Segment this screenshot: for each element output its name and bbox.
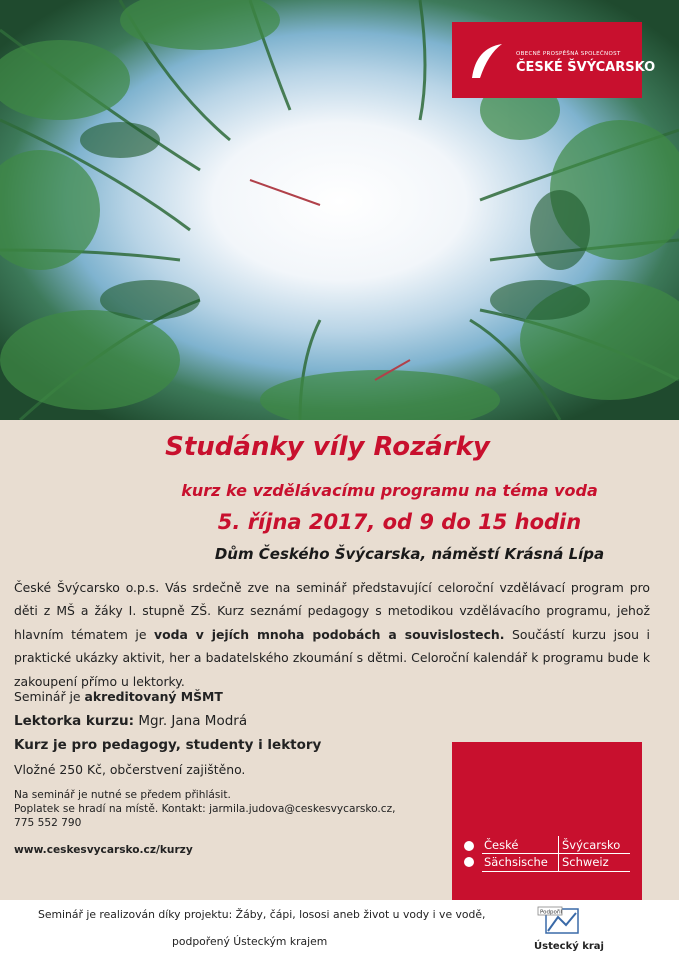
event-place: Dům Českého Švýcarska, náměstí Krásná Lípa	[214, 545, 605, 563]
dot-icon	[464, 857, 474, 867]
registration-note	[14, 788, 434, 830]
event-date: 5. října 2017, od 9 do 15 hodin	[217, 510, 582, 534]
lecturer	[14, 713, 247, 729]
cs-divider-h	[482, 853, 630, 854]
footer-line1: Seminář je realizován díky projektu: Žáby, čápi, lososi aneb život u vody i ve vodě,	[38, 908, 486, 921]
hero-illustration	[0, 0, 679, 420]
logo-org-name: ČESKÉ ŠVÝCARSKO	[516, 60, 656, 75]
region-label: Ústecký kraj	[534, 941, 604, 952]
description-bold: voda v jejích mnoha podobách a souvislostech.	[154, 626, 505, 642]
leaf-swoosh-icon	[466, 38, 506, 82]
cs-divider-v	[558, 836, 559, 872]
footer-line2: podpořený Ústeckým krajem	[172, 935, 328, 948]
accreditation-bold: akreditovaný MŠMT	[84, 689, 223, 704]
website-link[interactable]: www.ceskesvycarsko.cz/kurzy	[14, 844, 193, 856]
registration-line3: 775 552 790	[14, 817, 82, 829]
accreditation-prefix: Seminář je	[14, 689, 85, 704]
event-title: Studánky víly Rozárky	[165, 432, 490, 462]
registration-line1: Na seminář je nutné se předem přihlásit.	[14, 789, 231, 801]
cs-cell-2: Švýcarsko	[562, 838, 621, 852]
logo-org-small: OBECNÉ PROSPĚŠNÁ SPOLEČNOST	[516, 51, 621, 57]
ceske-svycarsko-logo	[452, 22, 656, 98]
registration-line2: Poplatek se hradí na místě. Kontakt: jarmila.judova@ceskesvycarsko.cz,	[14, 803, 396, 815]
lecturer-name: Mgr. Jana Modrá	[134, 713, 248, 729]
ustecky-kraj-logo	[534, 905, 604, 955]
cs-divider-h	[482, 871, 630, 872]
cs-cell-4: Schweiz	[562, 855, 609, 869]
audience: Kurz je pro pedagogy, studenty i lektory	[14, 737, 322, 753]
cs-cell-3: Sächsische	[484, 855, 548, 869]
cs-region-logo	[462, 836, 630, 872]
region-emblem-icon	[534, 905, 590, 939]
description-part1: České Švýcarsko o.p.s. Vás srdečně zve na seminář představující celoroční vzdělávací program pro děti z MŠ a žáky I. stupně ZŠ. Kurz seznámí pedagogy s metodikou vzdělávacího programu, jehož hlavním tématem je	[14, 580, 650, 642]
description	[14, 576, 650, 693]
cs-cell-1: České	[484, 838, 519, 852]
region-small-label: Podpořil	[540, 909, 563, 916]
event-subtitle: kurz ke vzdělávacímu programu na téma voda	[181, 481, 598, 500]
description-part2: Součástí kurzu jsou i praktické ukázky aktivit, her a badatelského zkoumání s dětmi. Celoroční kalendář k programu bude k zakoupení přímo u lektorky.	[14, 626, 650, 689]
lecturer-label: Lektorka kurzu:	[14, 713, 135, 729]
fee: Vložné 250 Kč, občerstvení zajištěno.	[14, 762, 246, 777]
red-logo-box	[452, 742, 642, 900]
dot-icon	[464, 841, 474, 851]
accreditation	[14, 689, 223, 704]
